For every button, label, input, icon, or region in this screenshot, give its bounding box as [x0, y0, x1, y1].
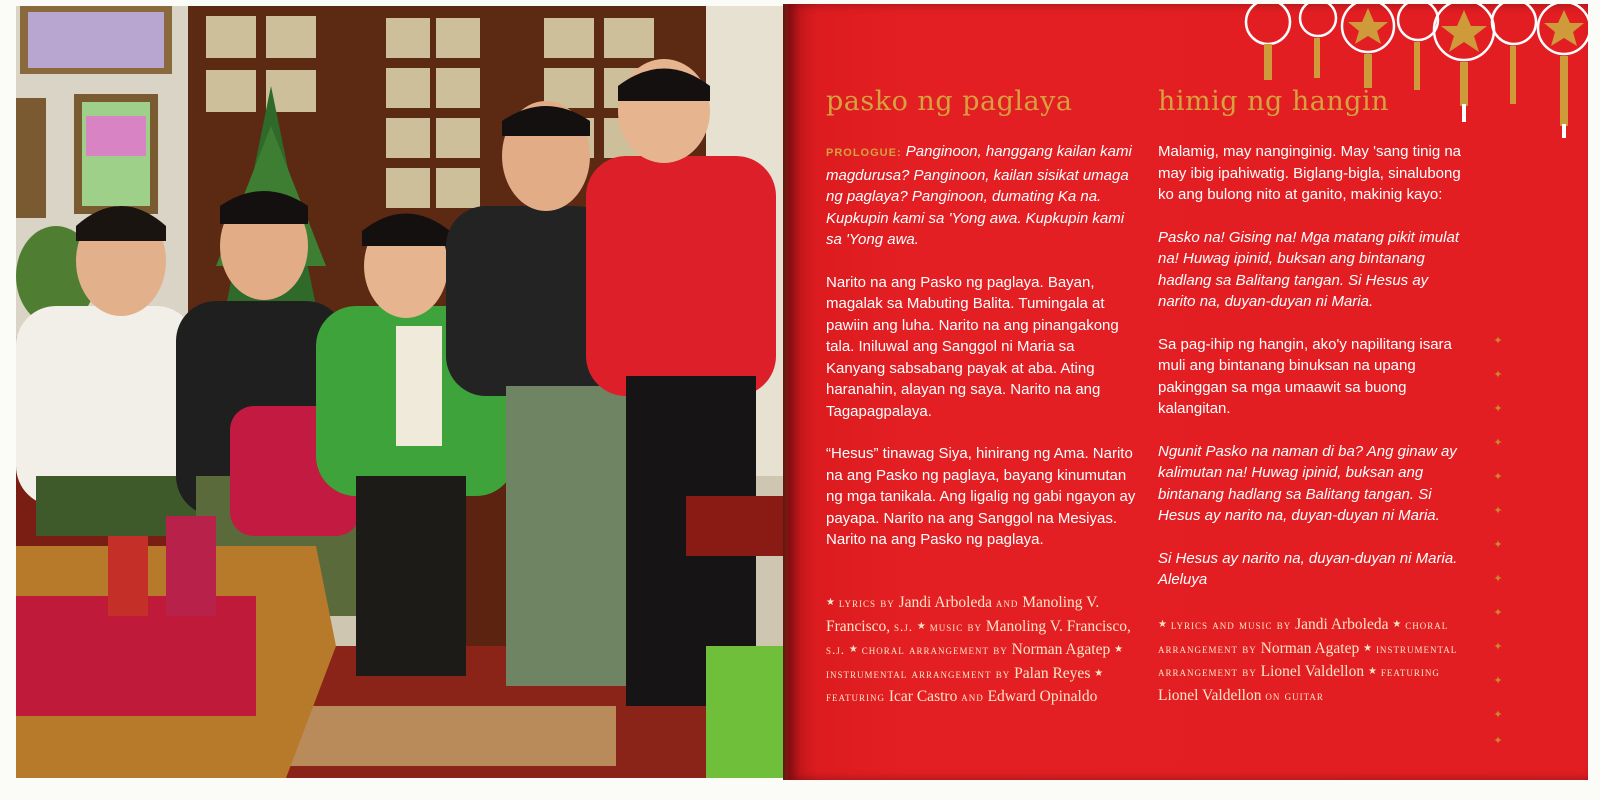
stanza-1: Narito na ang Pasko ng paglaya. Bayan, magalak sa Mabuting Balita. Tumingala at pawiin ang luha. Narito na ang pinangakong tala. Iniluwal ang Sanggol ni Maria sa Kanyang sabsabang payak at aba. Ating haranahin, alayan ng saya. Narito na ang Tagapagpalaya.: [826, 273, 1119, 420]
star-icon: ✦: [1493, 334, 1503, 347]
star-icon: ★: [1367, 666, 1377, 677]
stanza-2: “Hesus” tinawag Siya, hinirang ng Ama. Narito na ang Pasko ng paglaya, bayang kinumutan ng mga tanikala. Ang ligalig ng gabi ngayon ay payapa. Narito na ang Sanggol na Mesiyas. Narito na ang Pasko ng paglaya.: [826, 445, 1136, 548]
song-lyrics-column-right: [1158, 141, 1468, 612]
credit-name: Edward Opinaldo: [987, 688, 1098, 705]
stanza-4: Ngunit Pasko na naman di ba? Ang ginaw ay kalimutan na! Huwag ipinid, buksan ang bintanang hadlang sa Balitang tangan. Si Hesus ay narito na, duyan-duyan ni Maria.: [1158, 442, 1457, 524]
stanza-3: Sa pag-ihip ng hangin, ako'y napilitang isara muli ang bintanang binuksan na upang pakinggan sa mga umaawit sa buong kalangitan.: [1158, 335, 1452, 417]
credit-label: lyrics by: [838, 595, 895, 610]
song-title-himig-ng-hangin: himig ng hangin: [1158, 86, 1390, 117]
credit-name: Jandi Arboleda: [898, 594, 992, 611]
star-icon: ✦: [1493, 470, 1503, 483]
credit-label: featuring: [1380, 664, 1440, 679]
credit-label: on guitar: [1265, 687, 1324, 703]
star-icon: ✦: [1493, 504, 1503, 517]
star-icon: ✦: [1493, 640, 1503, 653]
credit-name: Manoling V. Francisco,: [985, 617, 1131, 635]
credit-label: s.j.: [894, 618, 914, 634]
star-icon: ★: [1363, 642, 1373, 654]
credit-label: and: [961, 689, 984, 704]
credit-label: instrumental arrangement by: [826, 665, 1011, 681]
credit-label: and: [995, 595, 1019, 610]
star-icon: ✦: [1493, 402, 1503, 415]
credit-name: Lionel Valdellon: [1158, 686, 1262, 704]
credit-name: Palan Reyes: [1014, 664, 1091, 682]
star-lantern-icon: [1238, 4, 1588, 144]
star-icon: ★: [1114, 644, 1124, 655]
star-icon: ✦: [1493, 674, 1503, 687]
stanza-5: Si Hesus ay narito na, duyan-duyan ni Maria. Aleluya: [1158, 549, 1458, 588]
star-icon: ★: [848, 644, 858, 655]
star-icon: ★: [1392, 619, 1402, 630]
star-icon: ✦: [1493, 734, 1503, 747]
group-photo: [16, 6, 788, 778]
star-icon: ✦: [1493, 606, 1503, 619]
song-credits-right: [1158, 614, 1476, 706]
credit-label: choral arrangement by: [861, 642, 1008, 657]
star-icon: ✦: [1493, 538, 1503, 551]
star-icon: ★: [1158, 619, 1167, 630]
credit-name: Jandi Arboleda: [1295, 616, 1389, 633]
prologue-label: PROLOGUE:: [826, 147, 902, 159]
star-icon: ★: [1094, 667, 1104, 679]
credit-label: lyrics and music by: [1170, 617, 1292, 632]
credit-label: featuring: [826, 689, 886, 704]
prologue-paragraph: [826, 141, 1136, 251]
star-icon: ✦: [1493, 436, 1503, 449]
credit-name: Icar Castro: [888, 688, 958, 705]
decorative-star-column: [1488, 334, 1508, 754]
credit-name: Lionel Valdellon: [1260, 663, 1365, 680]
credit-name: Norman Agatep: [1260, 639, 1360, 657]
stanza-1: Malamig, may nanginginig. May 'sang tinig na may ibig ipahiwatig. Biglang-bigla, sinalubong ko ang bulong nito at ganito, makinig kayo:: [1158, 143, 1462, 203]
prologue-text: Panginoon, hanggang kailan kami magdurusa? Panginoon, kailan sisikat umaga ng paglaya? Panginoon, dumating Ka na. Kupkupin kami sa 'Yong awa. Kupkupin kami sa 'Yong awa.: [826, 143, 1132, 248]
lyrics-page: [788, 4, 1588, 780]
song-credits-left: [826, 592, 1146, 708]
song-title-pasko-ng-paglaya: pasko ng paglaya: [826, 86, 1073, 117]
star-icon: ✦: [1493, 572, 1503, 585]
star-icon: ★: [826, 597, 835, 608]
credit-label: music by: [929, 618, 983, 634]
song-lyrics-column-left: [826, 141, 1136, 572]
star-icon: ★: [916, 620, 926, 632]
star-icon: ✦: [1493, 368, 1503, 381]
star-icon: ✦: [1493, 708, 1503, 721]
credit-label: choral arrangement by: [1158, 617, 1449, 656]
credit-label: s.j.: [826, 642, 846, 657]
credit-label: instrumental arrangement by: [1158, 640, 1458, 679]
credit-name: Manoling V. Francisco,: [826, 594, 1100, 635]
credit-name: Norman Agatep: [1011, 641, 1111, 658]
stanza-2: Pasko na! Gising na! Mga matang pikit imulat na! Huwag ipinid, buksan ang bintanang hadlang sa Balitang tangan. Si Hesus ay narito na, duyan-duyan ni Maria.: [1158, 228, 1459, 310]
photo-illustration: [16, 6, 788, 778]
